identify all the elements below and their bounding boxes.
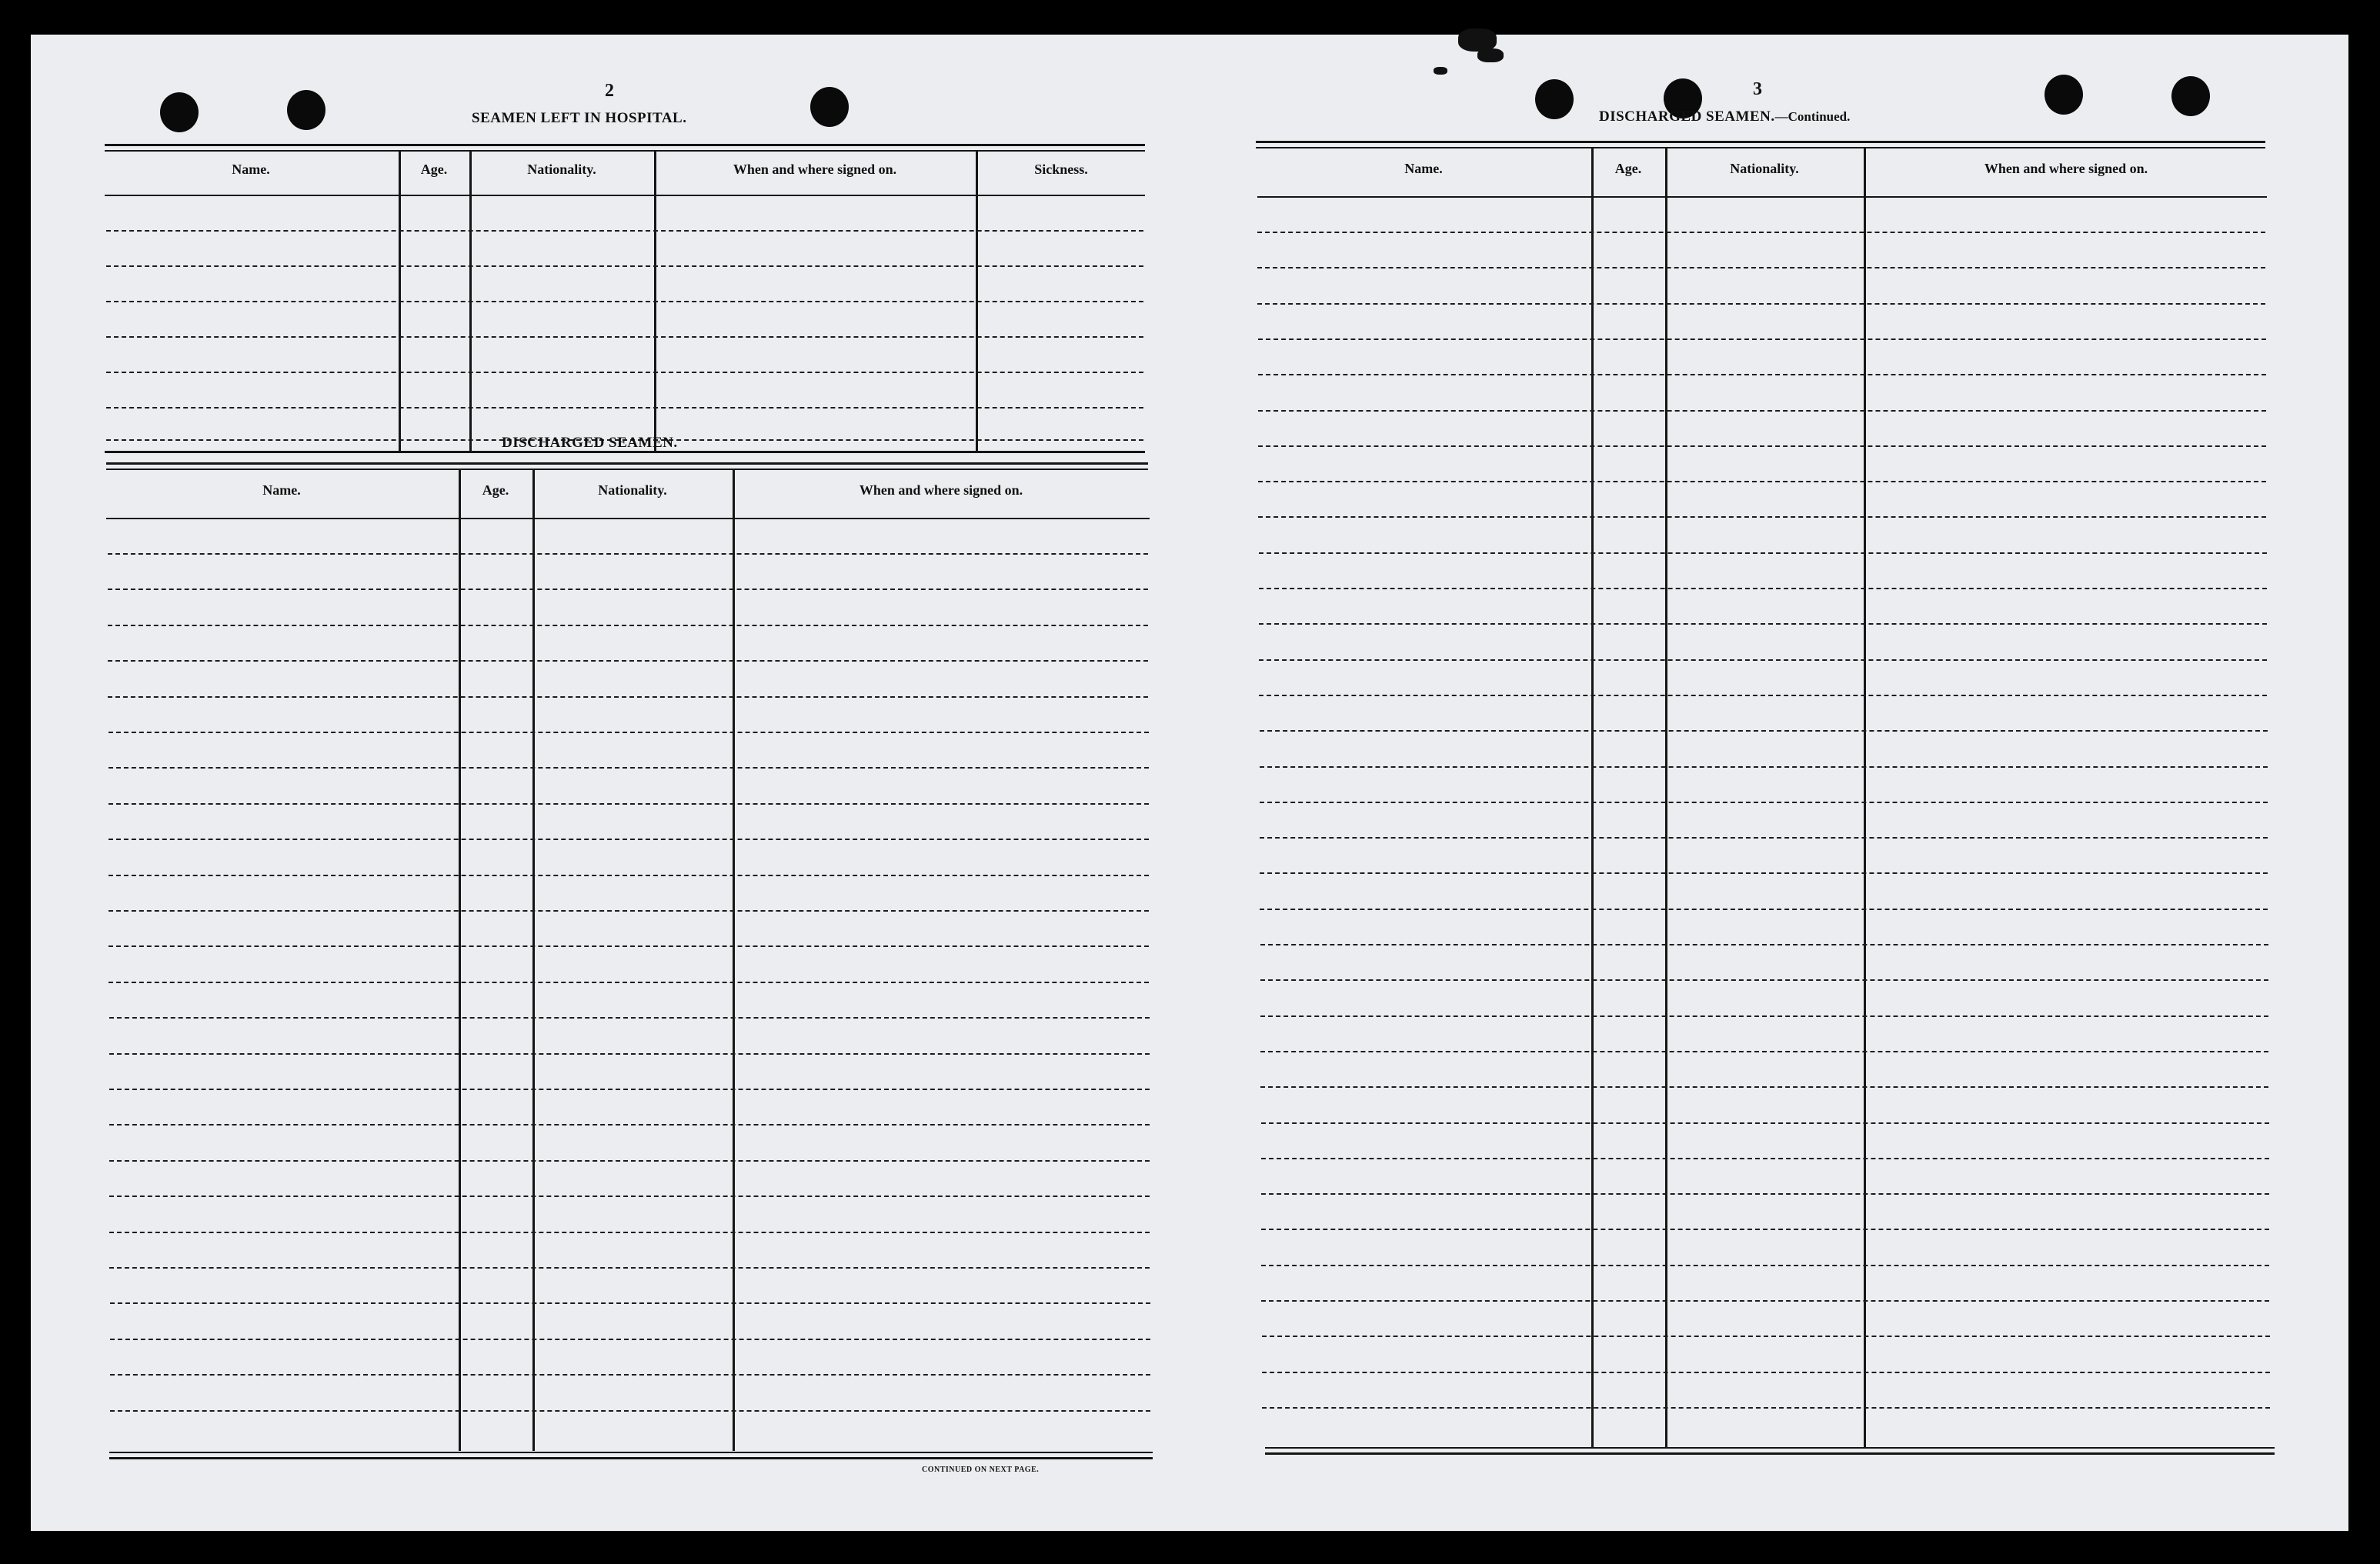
entry-row-line [1260,837,2268,839]
entry-row-line [1257,232,2265,233]
entry-row-line [108,732,1149,733]
punch-hole [1535,79,1574,119]
entry-row-line [1260,909,2268,910]
entry-row-line [1261,1158,2269,1159]
col-header-sickness: Sickness. [1034,162,1088,177]
entry-row-line [1261,1193,2269,1195]
entry-row-line [1262,1372,2270,1373]
entry-row-line [109,1053,1150,1055]
punch-hole [810,87,849,127]
discharged-continued-title [1599,108,1850,125]
entry-row-line [110,1302,1150,1304]
col-header-age: Age. [420,162,448,177]
col-header-name: Name. [232,162,270,177]
entry-row-line [1261,1229,2269,1230]
entry-row-line [1259,588,2267,589]
header-rule [1256,141,2265,143]
entry-row-line [108,839,1149,840]
entry-row-line [108,875,1149,876]
entry-row-line [1259,659,2267,661]
column-divider [1864,148,1866,1447]
entry-row-line [1258,445,2266,447]
column-divider [1591,148,1594,1447]
entry-row-line [1260,1086,2268,1088]
discharged-section-title: DISCHARGED SEAMEN. [502,435,678,451]
hospital-section-title: SEAMEN LEFT IN HOSPITAL. [472,110,687,126]
entry-row-line [108,982,1149,983]
ink-blot [1434,67,1447,75]
entry-row-line [1257,267,2265,268]
header-rule [105,144,1145,146]
col-header-age: Age. [1614,161,1642,176]
entry-row-line [1262,1336,2270,1337]
entry-row-line [109,1160,1150,1162]
col-header-name: Name. [1404,161,1443,176]
entry-row-line [1261,1122,2269,1124]
entry-row-line [1261,1265,2269,1266]
header-underline [105,195,1145,196]
col-header-signed-on: When and where signed on. [1984,161,2148,176]
entry-row-line [1258,516,2266,518]
col-header-nationality: Nationality. [527,162,596,177]
entry-row-line [1262,1407,2270,1409]
entry-row-line [109,1232,1150,1233]
col-header-nationality: Nationality. [598,482,667,498]
entry-row-line [1258,481,2266,482]
entry-row-line [106,230,1143,232]
entry-row-line [109,1124,1150,1125]
entry-row-line [1260,944,2268,945]
entry-row-line [110,1374,1150,1376]
entry-row-line [106,407,1143,409]
continued-note: CONTINUED ON NEXT PAGE. [922,1466,1040,1474]
page-number: 3 [1753,79,1762,99]
entry-row-line [1258,410,2266,412]
page-number: 2 [605,81,614,101]
entry-row-line [108,553,1148,555]
col-header-name: Name. [262,482,301,498]
column-divider [1665,148,1667,1447]
entry-row-line [1260,802,2268,803]
entry-row-line [108,589,1148,590]
section-bottom-rule [1265,1452,2275,1455]
punch-hole [160,92,199,132]
section-bottom-rule [109,1452,1153,1453]
title-continued: —Continued. [1774,109,1851,124]
entry-row-line [106,372,1143,373]
entry-row-line [108,696,1148,698]
punch-hole [2045,75,2083,115]
entry-row-line [1260,766,2268,768]
entry-row-line [1258,374,2266,375]
header-rule [105,150,1145,152]
document-page [31,35,2348,1531]
col-header-signed-on: When and where signed on. [733,162,897,177]
entry-row-line [106,265,1143,267]
entry-row-line [109,1017,1150,1019]
col-header-signed-on: When and where signed on. [859,482,1023,498]
entry-row-line [1258,338,2266,340]
header-rule [106,462,1148,465]
entry-row-line [109,1196,1150,1197]
entry-row-line [108,625,1148,626]
entry-row-line [1259,623,2267,625]
entry-row-line [1257,303,2265,305]
entry-row-line [110,1410,1150,1412]
header-rule [1256,147,2265,148]
entry-row-line [1259,552,2267,554]
entry-row-line [110,1339,1150,1340]
entry-row-line [1260,979,2268,981]
entry-row-line [106,336,1143,338]
punch-hole [2171,76,2210,116]
entry-row-line [109,1267,1150,1269]
entry-row-line [1260,1015,2268,1017]
entry-row-line [1260,730,2268,732]
title-text: DISCHARGED SEAMEN. [1599,108,1775,125]
entry-row-line [1260,872,2268,874]
header-rule [106,469,1148,470]
entry-row-line [108,803,1149,805]
entry-row-line [109,1089,1150,1090]
entry-row-line [106,301,1143,302]
header-underline [1257,196,2267,198]
header-underline [106,518,1150,519]
entry-row-line [1260,1051,2268,1052]
col-header-age: Age. [482,482,509,498]
entry-row-line [1259,695,2267,696]
entry-row-line [108,767,1149,769]
entry-row-line [1261,1300,2269,1302]
punch-hole [287,90,325,130]
entry-row-line [108,910,1149,912]
col-header-nationality: Nationality. [1730,161,1799,176]
section-bottom-rule [1265,1447,2275,1449]
ink-blot [1477,48,1504,62]
section-bottom-rule [109,1457,1153,1459]
entry-row-line [108,945,1149,947]
entry-row-line [108,660,1148,662]
